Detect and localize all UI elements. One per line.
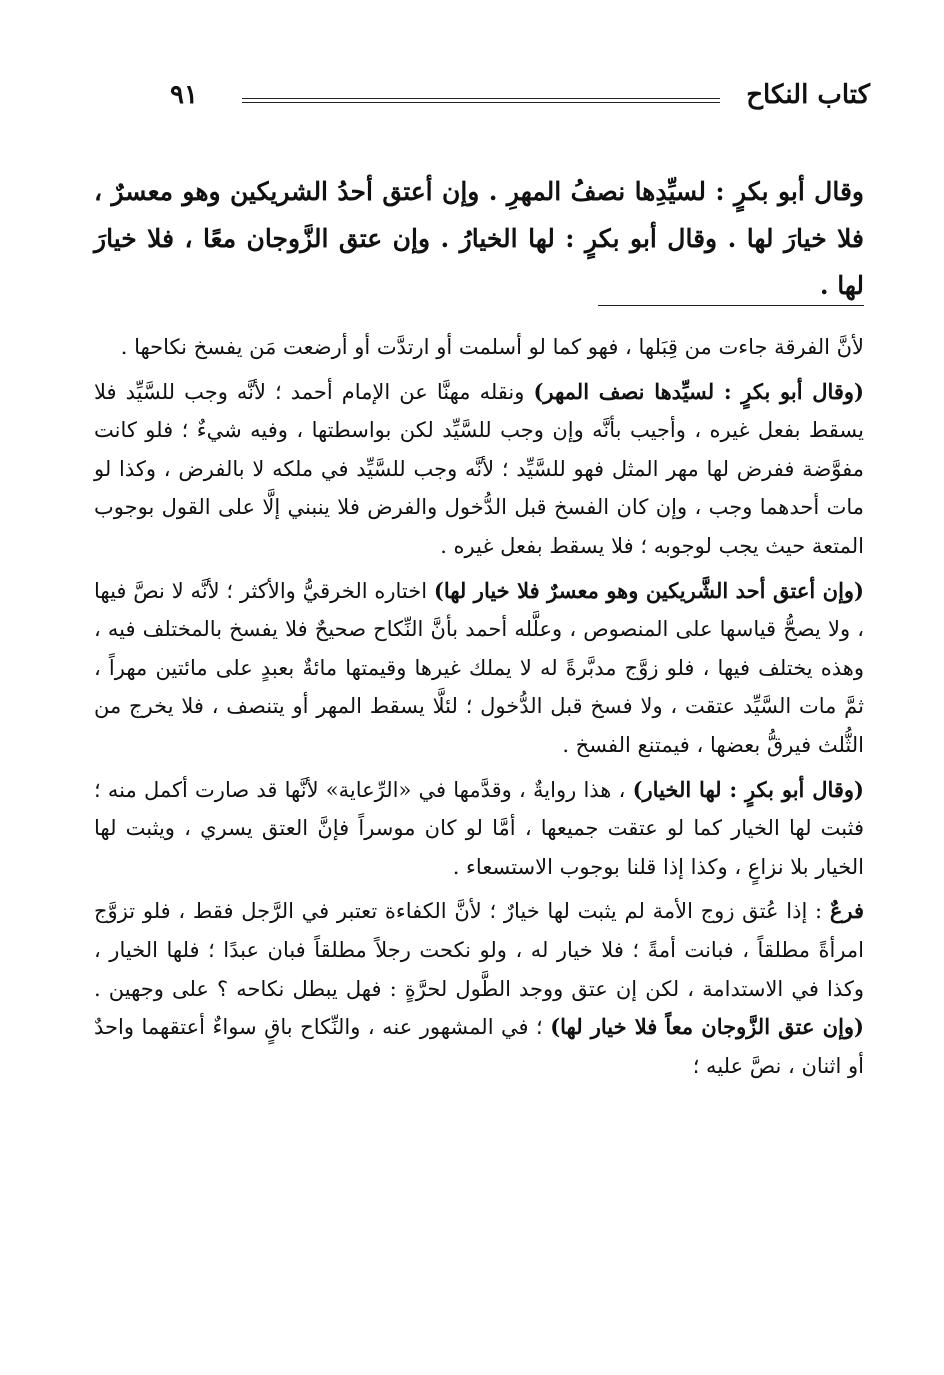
- commentary-paragraph: [94, 572, 864, 765]
- header-rule: [242, 98, 720, 103]
- paragraph-text: ونقله مهنَّا عن الإمام أحمد ؛ لأنَّه وجب للسَّيِّد فلا يسقط بفعل غيره ، وأجيب بأنَّه وإن وجب للسَّيِّد لكن بواسطتها ، وفيه شيءٌ ؛ فلو كانت مفوَّضة ففرض لها مهر المثل فهو للسَّيِّد ؛ لأنَّه وجب للسَّيِّد في ملكه لا بالفرض ، وكذا لو مات أحدهما وجب ، وإن كان الفسخ قبل الدُّخول والفرض فلا ينبني إلَّا على القول بوجوب المتعة حيث يجب لوجوبه ؛ فلا يسقط بفعل غيره .: [94, 379, 864, 558]
- commentary-paragraph: [94, 373, 864, 566]
- paragraph-text: ، هذا روايةٌ ، وقدَّمها في «الرِّعاية» لأنَّها قد صارت أكمل منه ؛ فثبت لها الخيار كما لو عتقت جميعها ، أمَّا لو كان موسراً فإنَّ العتق يسري ، ويثبت لها الخيار بلا نزاعٍ ، وكذا إذا قلنا بوجوب الاستسعاء .: [94, 777, 864, 879]
- page-number: ٩١: [170, 80, 198, 110]
- quoted-matn: (وقال أبو بكرٍ : لسيِّدها نصف المهر): [533, 378, 864, 404]
- main-text: وقال أبو بكرٍ : لسيِّدِها نصفُ المهرِ . وإن أعتق أحدُ الشريكين وهو معسرٌ ، فلا خيارَ لها . وقال أبو بكرٍ : لها الخيارُ . وإن عتق الزَّوجان معًا ، فلا خيارَ لها .: [94, 177, 864, 300]
- footnote-divider: [598, 305, 864, 306]
- commentary-paragraph: [94, 328, 864, 367]
- commentary: [94, 328, 864, 1091]
- paragraph-text: اختاره الخرقيُّ والأكثر ؛ لأنَّه لا نصَّ فيها ، ولا يصحُّ قياسها على المنصوص ، وعلَّله أحمد بأنَّ النِّكاح صحيحٌ فلا يفسخ بالمختلف فيه ، وهذه يختلف فيها ، فلو زوَّج مدبَّرةً له لا يملك غيرها وقيمتها مائةٌ بعبدٍ على مائتين مهراً ، ثمَّ مات السَّيِّد عتقت ، ولا فسخ قبل الدُّخول ؛ لئلَّا يسقط المهر أو يتنصف ، فلا يخرج من الثُّلث فيرقُّ بعضها ، فيمتنع الفسخ .: [94, 578, 864, 757]
- paragraph-text: ؛ في المشهور عنه ، والنِّكاح باقٍ سواءٌ أعتقهما واحدٌ أو اثنان ، نصَّ عليه ؛: [94, 1015, 864, 1078]
- commentary-paragraph: [94, 771, 864, 887]
- quoted-matn: (وقال أبو بكرٍ : لها الخيار): [632, 776, 864, 802]
- running-header: [170, 80, 870, 120]
- quoted-matn: (وإن أعتق أحد الشَّريكين وهو معسرٌ فلا خيار لها): [433, 577, 864, 603]
- quoted-matn: (وإن عتق الزَّوجان معاً فلا خيار لها): [550, 1014, 864, 1040]
- chapter-title: كتاب النكاح: [746, 80, 870, 110]
- paragraph-text: : إذا عُتق زوج الأمة لم يثبت لها خيارٌ ؛ لأنَّ الكفاءة تعتبر في الرَّجل فقط ، فلو تزوَّج امرأةً مطلقاً ، فبانت أمةً ؛ فلا خيار له ، ولو نكحت رجلاً مطلقاً فبان عبدًا ؛ فلها الخيار ، وكذا في الاستدامة ، لكن إن عتق ووجد الطَّول لحرَّةٍ : فهل يبطل نكاحه ؟ على وجهين .: [94, 899, 864, 1001]
- section-label: فرعٌ: [829, 898, 864, 924]
- paragraph-text: لأنَّ الفرقة جاءت من قِبَلها ، فهو كما لو أسلمت أو ارتدَّت أو أرضعت مَن يفسخ نكاحها .: [120, 335, 864, 359]
- commentary-paragraph: [94, 892, 864, 1085]
